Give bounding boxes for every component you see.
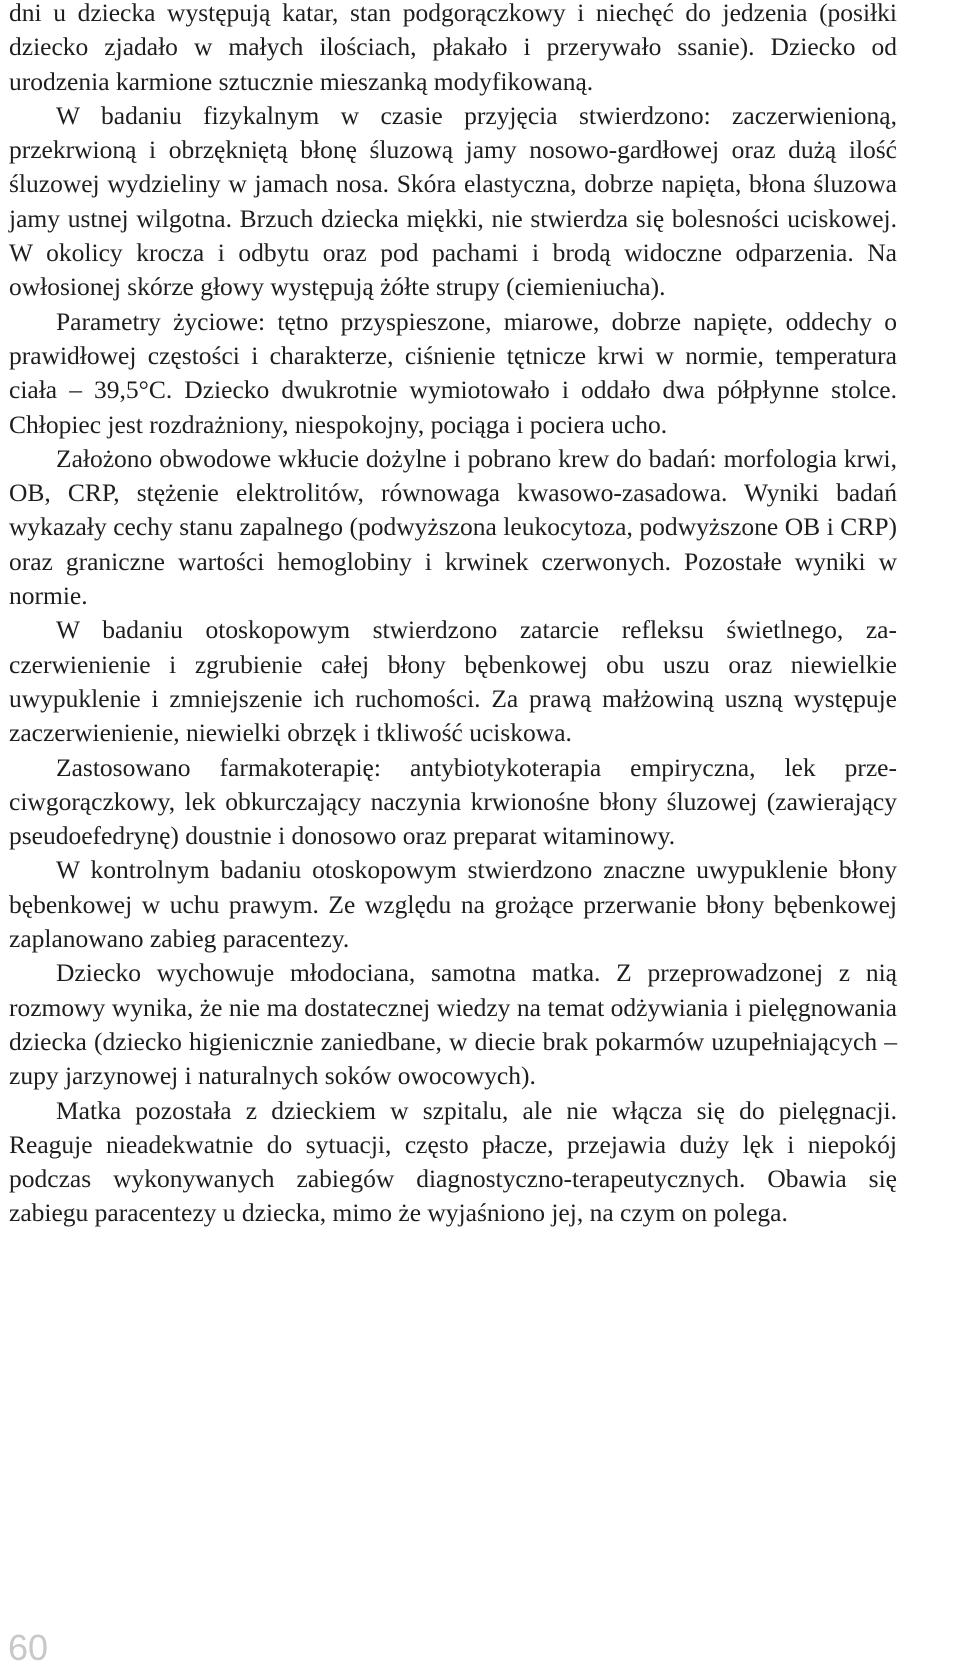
paragraph-8: Dziecko wychowuje młodociana, samotna matka. Z przeprowadzonej z nią rozmowy wynika, że nie ma dostatecznej wiedzy na temat odżywiania i pielęgnowania dziecka (dziecko higienicznie zaniedbane, w diecie brak pokarmów uzupełniających – zupy jarzynowej i naturalnych soków owocowych).: [9, 958, 897, 1091]
paragraph-1: dni u dziecka występują katar, stan podgorączkowy i niechęć do jedzenia (posiłki dziecko zjadało w małych ilościach, płakało i przerywało ssanie). Dziecko od urodzenia karmione sztucznie mieszanką modyfikowaną.: [9, 0, 897, 96]
paragraph-7: W kontrolnym badaniu otoskopowym stwierdzono znaczne uwypuklenie błony bębenkowej w uchu prawym. Ze względu na grożące przerwanie błony bębenkowej zaplanowano zabieg paracentezy.: [9, 855, 897, 954]
paragraph-2: W badaniu fizykalnym w czasie przyjęcia stwierdzono: zaczerwienioną, przekrwioną i obrzękniętą błonę śluzową jamy nosowo-gardłowej oraz dużą ilość śluzowej wydzieliny w jamach nosa. Skóra elastyczna, dobrze napięta, błona śluzowa jamy ustnej wilgotna. Brzuch dziecka miękki, nie stwierdza się bolesności uciskowej. W okolicy krocza i odbytu oraz pod pachami i brodą widoczne odparzenia. Na owłosionej skórze głowy występują żółte strupy (ciemieniucha).: [9, 100, 897, 302]
paragraph-4: Założono obwodowe wkłucie dożylne i pobrano krew do badań: morfologia krwi, OB, CRP, stężenie elektrolitów, równowaga kwasowo-zasadowa. Wyniki badań wykazały cechy stanu zapalnego (podwyższona leukocytoza, podwyższone OB i CRP) oraz graniczne wartości hemoglobiny i krwinek czerwonych. Pozostałe wyniki w normie.: [9, 443, 897, 611]
page-number: 60: [8, 1627, 49, 1668]
paragraph-5: W badaniu otoskopowym stwierdzono zatarcie refleksu świetlnego, zaczerwienienie i zgrubienie całej błony bębenkowej obu uszu oraz niewielkie uwypuklenie i zmniejszenie ich ruchomości. Za prawą małżowiną uszną występuje zaczerwienienie, niewielki obrzęk i tkliwość uciskowa.: [9, 615, 897, 748]
paragraph-3: Parametry życiowe: tętno przyspieszone, miarowe, dobrze napięte, oddechy o prawidłowej częstości i charakterze, ciśnienie tętnicze krwi w normie, temperatura ciała – 39,5°C. Dziecko dwukrotnie wymiotowało i oddało dwa półpłynne stolce. Chłopiec jest rozdrażniony, niespokojny, pociąga i pociera ucho.: [9, 306, 897, 439]
body-text: [9, 0, 897, 1231]
paragraph-9: Matka pozostała z dzieckiem w szpitalu, ale nie włącza się do pielęgnacji. Reaguje nieadekwatnie do sytuacji, często płacze, przejawia duży lęk i niepokój podczas wykonywanych zabiegów diagnostyczno-terapeutycznych. Obawia się zabiegu paracentezy u dziecka, mimo że wyjaśniono jej, na czym on polega.: [9, 1095, 897, 1228]
paragraph-6: Zastosowano farmakoterapię: antybiotykoterapia empiryczna, lek przeciwgorączkowy, lek obkurczający naczynia krwionośne błony śluzowej (zawierający pseudoefedrynę) doustnie i donosowo oraz preparat witaminowy.: [9, 752, 897, 851]
